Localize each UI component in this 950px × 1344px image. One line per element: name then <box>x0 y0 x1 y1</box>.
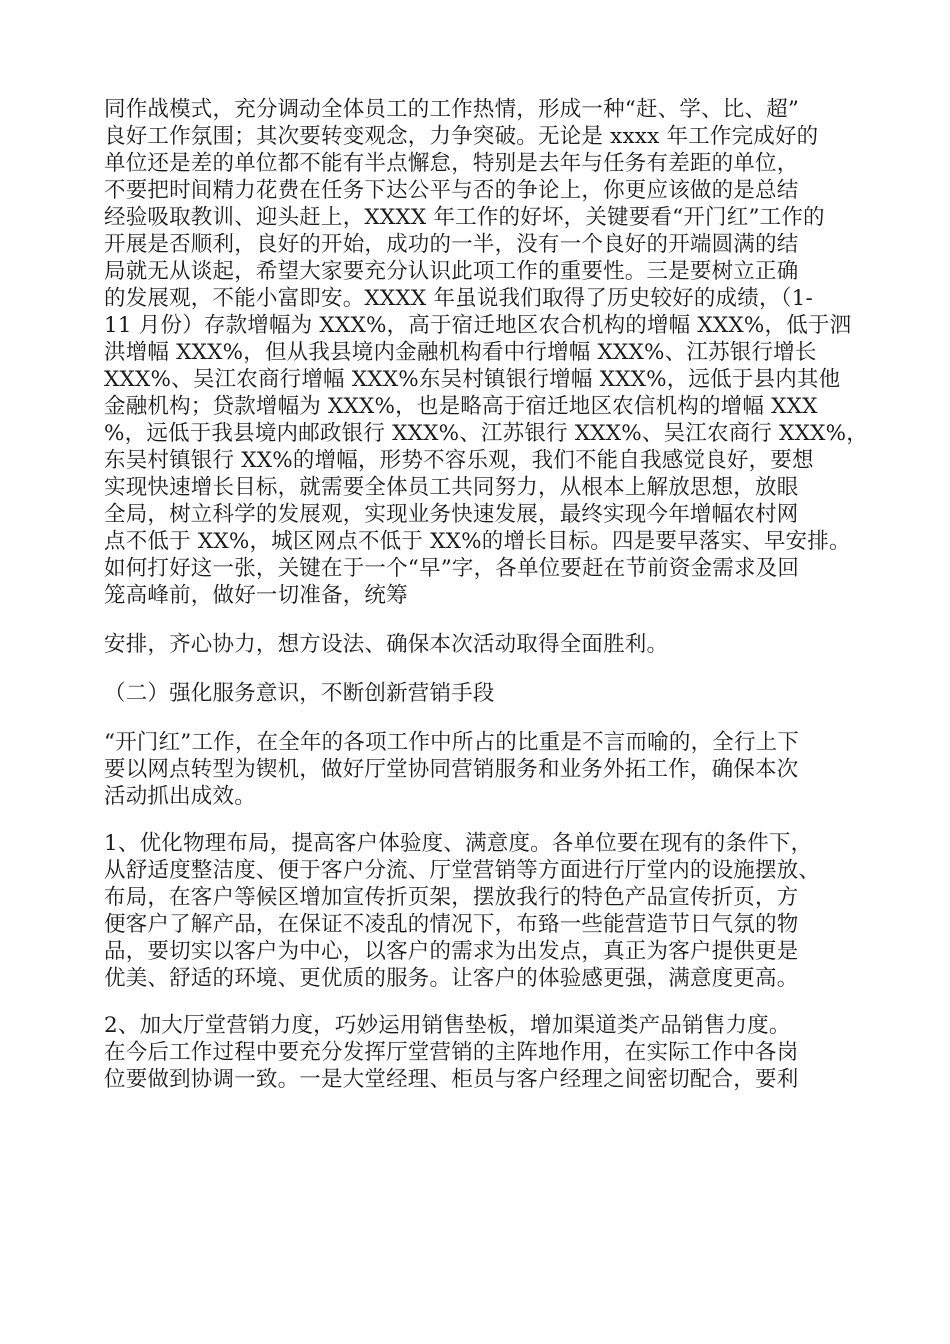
text-line: %，远低于我县境内邮政银行 XXX%、江苏银行 XXX%、吴江农商行 XXX%， <box>104 421 868 446</box>
text-line: 同作战模式，充分调动全体员工的工作热情，形成一种“赶、学、比、超” <box>104 97 800 122</box>
text-line: 实现快速增长目标，就需要全体员工共同努力，从根本上解放思想，放眼 <box>104 475 799 500</box>
text-line: 开展是否顺利，良好的开始，成功的一半，没有一个良好的开端圆满的结 <box>104 232 799 257</box>
text-line: XXX%、吴江农商行增幅 XXX%东吴村镇银行增幅 XXX%，远低于县内其他 <box>104 367 841 392</box>
text-line: 不要把时间精力花费在任务下达公平与否的争论上，你更应该做的是总结 <box>104 178 799 203</box>
section-heading <box>104 680 864 707</box>
text-line: 单位还是差的单位都不能有半点懈怠，特别是去年与任务有差距的单位， <box>104 151 799 176</box>
paragraph-1 <box>104 96 868 609</box>
heading-text: （二）强化服务意识，不断创新营销手段 <box>104 681 495 706</box>
paragraph-2 <box>104 631 864 658</box>
text-line: 要以网点转型为锲机，做好厅堂协同营销服务和业务外拓工作，确保本次 <box>104 757 799 782</box>
text-line: 从舒适度整洁度、便于客户分流、厅堂营销等方面进行厅堂内的设施摆放、 <box>104 858 821 883</box>
text-line: 经验吸取教训、迎头赶上，XXXX 年工作的好坏，关键要看“开门红”工作的 <box>104 205 825 230</box>
text-line: 位要做到协调一致。一是大堂经理、柜员与客户经理之间密切配合，要利 <box>104 1067 799 1092</box>
text-line: 11 月份）存款增幅为 XXX%，高于宿迁地区农合机构的增幅 XXX%，低于泗 <box>104 313 852 338</box>
text-line: 1、优化物理布局，提高客户体验度、满意度。各单位要在现有的条件下， <box>104 831 813 856</box>
text-line: 在今后工作过程中要充分发挥厅堂营销的主阵地作用，在实际工作中各岗 <box>104 1040 799 1065</box>
text-line: 全局，树立科学的发展观，实现业务快速发展，最终实现今年增幅农村网 <box>104 502 799 527</box>
text-line: 东吴村镇银行 XX%的增幅，形势不容乐观，我们不能自我感觉良好，要想 <box>104 448 814 473</box>
text-line: 局就无从谈起，希望大家要充分认识此项工作的重要性。三是要树立正确 <box>104 259 799 284</box>
text-line: 优美、舒适的环境、更优质的服务。让客户的体验感更强，满意度更高。 <box>104 966 799 991</box>
paragraph-3 <box>104 729 864 810</box>
text-line: 布局，在客户等候区增加宣传折页架，摆放我行的特色产品宣传折页，方 <box>104 885 799 910</box>
text-line: 洪增幅 XXX%，但从我县境内金融机构看中行增幅 XXX%、江苏银行增长 <box>104 340 817 365</box>
text-line: 金融机构；贷款增幅为 XXX%，也是略高于宿迁地区农信机构的增幅 XXX <box>104 394 818 419</box>
text-line: 如何打好这一张，关键在于一个“早”字，各单位要赶在节前资金需求及回 <box>104 556 800 581</box>
paragraph-5 <box>104 1012 864 1093</box>
text-line: 安排，齐心协力，想方设法、确保本次活动取得全面胜利。 <box>104 632 669 657</box>
text-line: 便客户了解产品，在保证不凌乱的情况下，布臵一些能营造节日气氛的物 <box>104 912 799 937</box>
document-page <box>104 96 868 1093</box>
text-line: 2、加大厅堂营销力度，巧妙运用销售垫板，增加渠道类产品销售力度。 <box>104 1013 791 1038</box>
text-line: 活动抓出成效。 <box>104 784 256 809</box>
text-line: 的发展观，不能小富即安。XXXX 年虽说我们取得了历史较好的成绩，（1- <box>104 286 813 311</box>
paragraph-4 <box>104 830 864 992</box>
text-line: 点不低于 XX%，城区网点不低于 XX%的增长目标。四是要早落实、早安排。 <box>104 529 851 554</box>
text-line: 笼高峰前，做好一切准备，统筹 <box>104 583 408 608</box>
text-line: 良好工作氛围；其次要转变观念，力争突破。无论是 xxxx 年工作完成好的 <box>104 124 819 149</box>
text-line: “开门红”工作，在全年的各项工作中所占的比重是不言而喻的，全行上下 <box>104 730 800 755</box>
text-line: 品，要切实以客户为中心，以客户的需求为出发点，真正为客户提供更是 <box>104 939 799 964</box>
